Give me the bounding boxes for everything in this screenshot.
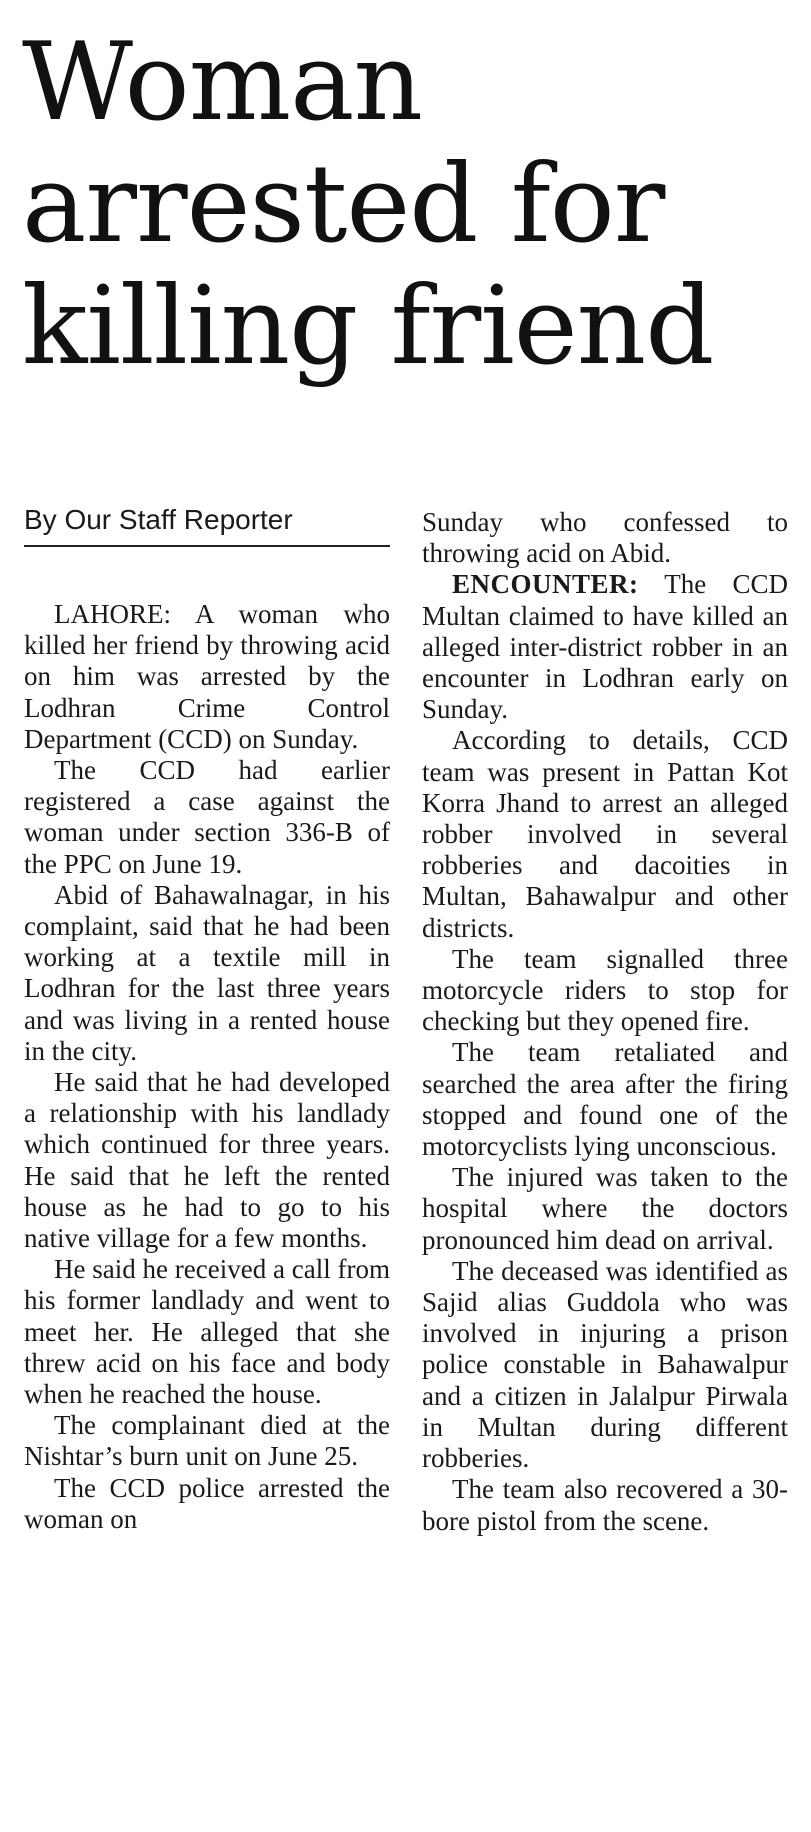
- paragraph: The deceased was identified as Sajid alias Guddola who was involved in injuring a prison police constable in Bahawalpur and a citizen in Jalalpur Pirwala in Multan during different robberies.: [422, 1255, 788, 1474]
- headline-line: arrested for: [22, 142, 665, 267]
- subhead-encounter: ENCOUNTER:: [452, 569, 639, 600]
- paragraph: The CCD had earlier registered a case against the woman under section 336-B of the PPC on June 19.: [24, 755, 390, 879]
- paragraph: The team signalled three motorcycle riders to stop for checking but they opened fire.: [422, 943, 788, 1037]
- paragraph: Sunday who confessed to throwing acid on Abid.: [422, 507, 788, 569]
- paragraph: LAHORE: A woman who killed her friend by throwing acid on him was arrested by the Lodhran Crime Control Department (CCD) on Sunday.: [24, 599, 390, 754]
- article-column-2: [422, 507, 788, 1537]
- byline: By Our Staff Reporter: [24, 504, 293, 535]
- encounter-paragraph: [422, 569, 788, 725]
- paragraph: The complainant died at the Nishtar’s burn unit on June 25.: [24, 1410, 390, 1472]
- paragraph: The team also recovered a 30-bore pistol from the scene.: [422, 1474, 788, 1536]
- paragraph: Abid of Bahawalnagar, in his complaint, said that he had been working at a textile mill in Lodhran for the last three years and was living in a rented house in the city.: [24, 879, 390, 1066]
- headline: [22, 22, 802, 388]
- headline-line: Woman: [22, 20, 423, 145]
- paragraph: The team retaliated and searched the area after the firing stopped and found one of the motorcyclists lying unconscious.: [422, 1037, 788, 1162]
- paragraph: According to details, CCD team was present in Pattan Kot Korra Jhand to arrest an alleged robber involved in several robberies and dacoities in Multan, Bahawalpur and other districts.: [422, 725, 788, 943]
- headline-line: killing friend: [22, 264, 714, 389]
- paragraph: The injured was taken to the hospital where the doctors pronounced him dead on arrival.: [422, 1162, 788, 1255]
- paragraph: The CCD police arrested the woman on: [24, 1472, 390, 1534]
- paragraph: He said he received a call from his former landlady and went to meet her. He alleged that she threw acid on his face and body when he reached the house.: [24, 1254, 390, 1410]
- article-column-1: [24, 599, 390, 1535]
- byline-rule: [24, 545, 390, 547]
- paragraph: He said that he had developed a relationship with his landlady which continued for three years. He said that he left the rented house as he had to go to his native village for a few months.: [24, 1067, 390, 1254]
- paragraph-text: The CCD Multan claimed to have killed an alleged inter-district robber in an encounter in Lodhran early on Sunday.: [422, 569, 788, 725]
